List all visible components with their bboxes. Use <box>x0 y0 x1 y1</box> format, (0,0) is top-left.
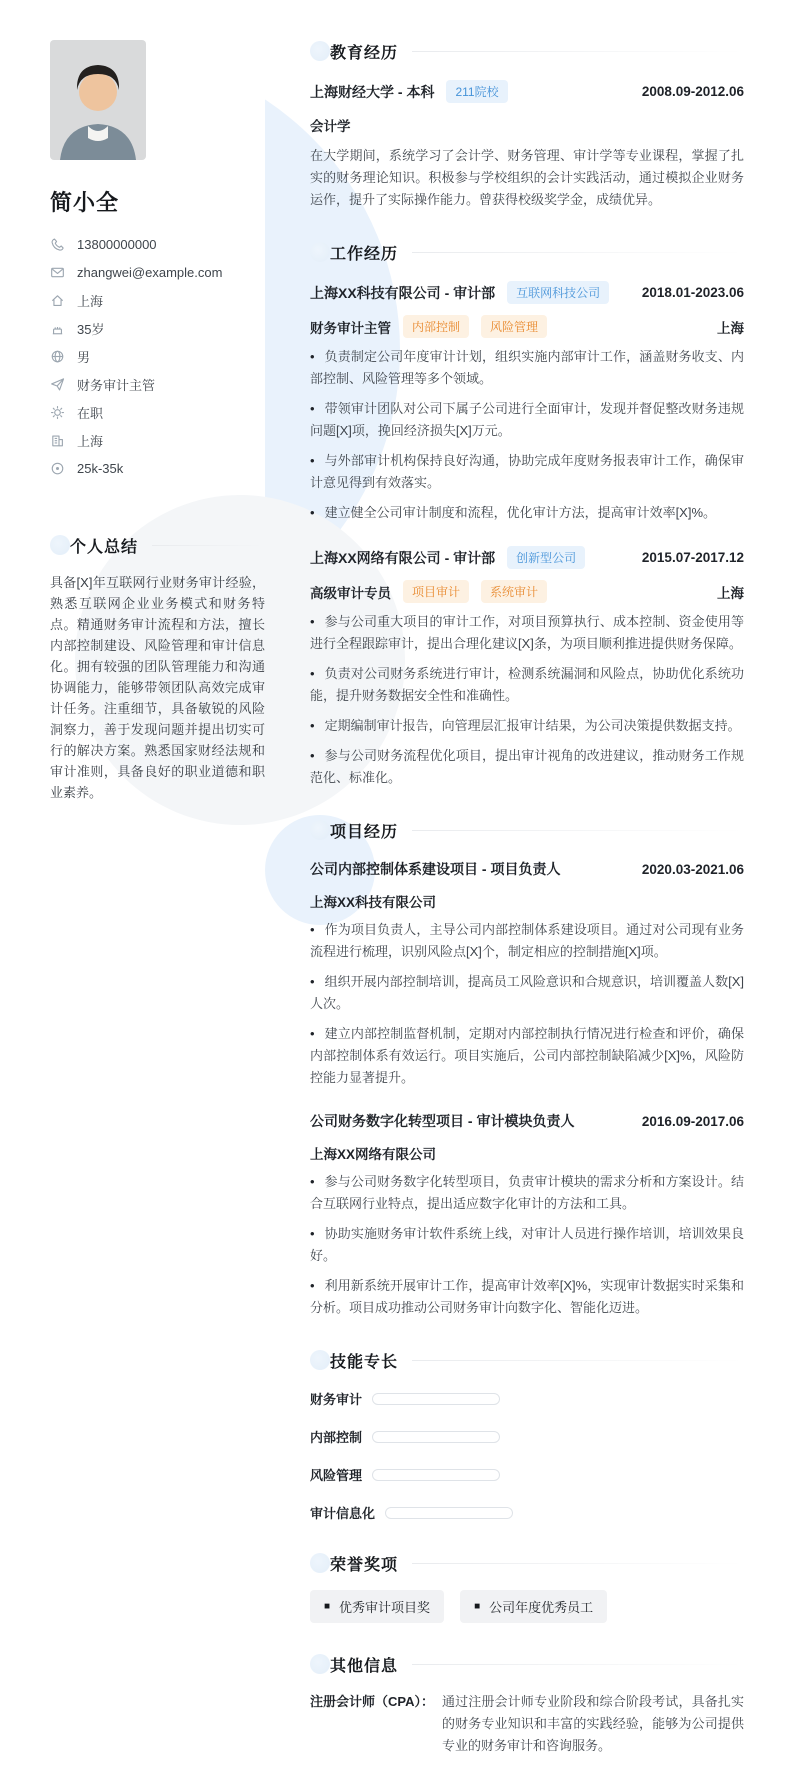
contact-value: 上海 <box>77 294 104 309</box>
main-column <box>310 40 744 1757</box>
position-tag: 内部控制 <box>403 315 469 338</box>
education-description: 在大学期间，系统学习了会计学、财务管理、审计学等专业课程，掌握了扎实的财务理论知识。积极参与学校组织的会计实践活动，通过模拟企业财务运作，提升了实际操作能力。曾获得校级奖学金，成绩优异。 <box>310 148 744 207</box>
skill-name: 内部控制 <box>310 1430 363 1445</box>
age-icon <box>50 321 65 336</box>
section-title: 技能专长 <box>330 1353 399 1371</box>
contact-email <box>50 265 265 280</box>
position-tag: 项目审计 <box>403 580 469 603</box>
project-bullet: • 作为项目负责人，主导公司内部控制体系建设项目。通过对公司现有业务流程进行梳理，识别风险点[X]个，制定相应的控制措施[X]项。 <box>310 919 744 963</box>
work-bullet: • 与外部审计机构保持良好沟通，协助完成年度财务报表审计工作，确保审计意见得到有效落实。 <box>310 450 744 494</box>
email-icon <box>50 265 65 280</box>
company-badge: 互联网科技公司 <box>507 281 609 304</box>
position-title: 高级审计专员 <box>310 585 391 601</box>
contact-job-intention <box>50 377 265 392</box>
project-bullet: • 利用新系统开展审计工作，提高审计效率[X]%，实现审计数据实时采集和分析。项目成功推动公司财务审计向数字化、智能化迈进。 <box>310 1275 744 1319</box>
contact-value: 在职 <box>77 406 104 421</box>
education-entry <box>310 80 744 211</box>
profile-photo <box>50 40 146 160</box>
project-date: 2016.09-2017.06 <box>641 1113 744 1129</box>
project-bullet: • 组织开展内部控制培训，提高员工风险意识和合规意识，培训覆盖人数[X]人次。 <box>310 971 744 1015</box>
section-dot-icon <box>310 1350 330 1370</box>
contact-value: 13800000000 <box>77 237 157 252</box>
section-dot-icon <box>310 1654 330 1674</box>
skill-bar <box>385 1507 513 1519</box>
section-skills <box>310 1349 744 1522</box>
section-dot-icon <box>50 535 70 555</box>
work-bullet: • 参与公司财务流程优化项目，提出审计视角的改进建议，推动财务工作规范化、标准化。 <box>310 745 744 789</box>
contact-value: 35岁 <box>77 322 105 337</box>
section-dot-icon <box>310 1553 330 1573</box>
section-divider <box>152 545 265 546</box>
section-education <box>310 40 744 211</box>
work-bullet: • 参与公司重大项目的审计工作，对项目预算执行、成本控制、资金使用等进行全程跟踪审计，提出合理化建议[X]条，为项目顺利推进提供财务保障。 <box>310 611 744 655</box>
education-date: 2008.09-2012.06 <box>641 84 744 99</box>
contact-value: 上海 <box>77 434 104 449</box>
skill-row <box>310 1427 744 1446</box>
honor-badge: ■ 公司年度优秀员工 <box>460 1590 607 1623</box>
city-icon <box>50 433 65 448</box>
work-bullet: • 定期编制审计报告，向管理层汇报审计结果，为公司决策提供数据支持。 <box>310 715 744 737</box>
section-title: 个人总结 <box>70 538 139 556</box>
skill-row <box>310 1389 744 1408</box>
section-title: 其他信息 <box>330 1657 399 1675</box>
summary-text: 具备[X]年互联网行业财务审计经验，熟悉互联网企业业务模式和财务特点。精通财务审计流程和方法，擅长内部控制建设、风险管理和审计信息化。拥有较强的团队管理能力和沟通协调能力，能够带领团队高效完成审计任务。注重细节，具备敏锐的风险洞察力，善于发现问题并提出切实可行的解决方案。熟悉国家财经法规和审计准则，具备良好的职业道德和职业素养。 <box>50 575 265 800</box>
salary-icon <box>50 461 65 476</box>
contact-job-status <box>50 405 265 420</box>
skill-bar <box>372 1469 500 1481</box>
project-company: 上海XX科技有限公司 <box>310 895 437 910</box>
section-title: 荣誉奖项 <box>330 1556 399 1574</box>
section-honors <box>310 1552 744 1623</box>
section-divider <box>412 830 744 831</box>
contact-city <box>50 433 265 448</box>
project-bullet: • 参与公司财务数字化转型项目，负责审计模块的需求分析和方案设计。结合互联网行业特点，提出适应数字化审计的方法和工具。 <box>310 1171 744 1215</box>
work-date: 2015.07-2017.12 <box>641 550 744 565</box>
contact-gender <box>50 349 265 364</box>
work-bullet: • 负责对公司财务系统进行审计，检测系统漏洞和风险点，协助优化系统功能，提升财务数据安全性和准确性。 <box>310 663 744 707</box>
job-intention-icon <box>50 377 65 392</box>
project-entry <box>310 1111 744 1319</box>
work-bullet: • 负责制定公司年度审计计划，组织实施内部审计工作，涵盖财务收支、内部控制、风险管理等多个领域。 <box>310 346 744 390</box>
project-company: 上海XX网络有限公司 <box>310 1147 437 1162</box>
section-divider <box>412 1664 744 1665</box>
section-header-other <box>310 1653 744 1675</box>
work-location: 上海 <box>717 585 744 601</box>
project-bullet: • 协助实施财务审计软件系统上线，对审计人员进行操作培训，培训效果良好。 <box>310 1223 744 1267</box>
section-other <box>310 1653 744 1757</box>
section-dot-icon <box>310 820 330 840</box>
contact-value: zhangwei@example.com <box>77 265 223 280</box>
section-title: 工作经历 <box>330 245 399 263</box>
position-title: 财务审计主管 <box>310 320 391 336</box>
section-divider <box>412 51 744 52</box>
contact-value: 男 <box>77 350 91 365</box>
company-name: 上海XX科技有限公司 - 审计部 <box>310 284 496 301</box>
section-header-work <box>310 241 744 263</box>
job-status-icon <box>50 405 65 420</box>
skill-name: 风险管理 <box>310 1468 363 1483</box>
section-header-summary <box>50 534 265 556</box>
section-work <box>310 241 744 789</box>
candidate-name: 简小全 <box>50 190 120 215</box>
contact-value: 财务审计主管 <box>77 378 156 393</box>
section-divider <box>412 1563 744 1564</box>
phone-icon <box>50 237 65 252</box>
work-entry <box>310 281 744 524</box>
section-header-education <box>310 40 744 62</box>
company-badge: 创新型公司 <box>507 546 585 569</box>
contact-phone <box>50 237 265 252</box>
work-entry <box>310 546 744 789</box>
contact-value: 25k-35k <box>77 461 124 476</box>
other-info-row <box>310 1691 744 1757</box>
certificate-label: 注册会计师（CPA）： <box>310 1694 434 1709</box>
work-bullet: • 建立健全公司审计制度和流程，优化审计方法，提高审计效率[X]%。 <box>310 502 744 524</box>
project-bullet: • 建立内部控制监督机制，定期对内部控制执行情况进行检查和评价，确保内部控制体系有效运行。项目实施后，公司内部控制缺陷减少[X]%，风险防控能力显著提升。 <box>310 1023 744 1089</box>
project-entry <box>310 859 744 1089</box>
section-header-honors <box>310 1552 744 1574</box>
section-header-skills <box>310 1349 744 1371</box>
project-name: 公司内部控制体系建设项目 - 项目负责人 <box>310 861 561 877</box>
school-badge: 211院校 <box>446 80 507 103</box>
skill-bar <box>372 1431 500 1443</box>
contact-salary <box>50 461 265 476</box>
section-dot-icon <box>310 41 330 61</box>
sidebar <box>50 40 265 1757</box>
project-date: 2020.03-2021.06 <box>641 861 744 877</box>
section-divider <box>412 1360 744 1361</box>
project-name: 公司财务数字化转型项目 - 审计模块负责人 <box>310 1113 575 1129</box>
section-divider <box>412 252 744 253</box>
position-tag: 风险管理 <box>481 315 547 338</box>
work-date: 2018.01-2023.06 <box>641 285 744 300</box>
skill-row <box>310 1465 744 1484</box>
work-location: 上海 <box>717 320 744 336</box>
company-name: 上海XX网络有限公司 - 审计部 <box>310 549 496 566</box>
school-name: 上海财经大学 - 本科 <box>310 83 435 100</box>
home-icon <box>50 293 65 308</box>
gender-icon <box>50 349 65 364</box>
section-header-projects <box>310 819 744 841</box>
certificate-description: 通过注册会计师专业阶段和综合阶段考试，具备扎实的财务专业知识和丰富的实践经验，能够为公司提供专业的财务审计和咨询服务。 <box>441 1694 744 1753</box>
contact-list <box>50 237 265 476</box>
work-bullet: • 带领审计团队对公司下属子公司进行全面审计，发现并督促整改财务违规问题[X]项，挽回经济损失[X]万元。 <box>310 398 744 442</box>
skill-name: 财务审计 <box>310 1392 363 1407</box>
position-tag: 系统审计 <box>481 580 547 603</box>
section-title: 项目经历 <box>330 823 399 841</box>
contact-age <box>50 321 265 336</box>
education-major: 会计学 <box>310 119 351 134</box>
skill-name: 审计信息化 <box>310 1506 376 1521</box>
section-title: 教育经历 <box>330 44 399 62</box>
honor-badge: ■ 优秀审计项目奖 <box>310 1590 444 1623</box>
section-dot-icon <box>310 242 330 262</box>
contact-location <box>50 293 265 308</box>
section-projects <box>310 819 744 1319</box>
skill-row <box>310 1503 744 1522</box>
skill-bar <box>372 1393 500 1405</box>
